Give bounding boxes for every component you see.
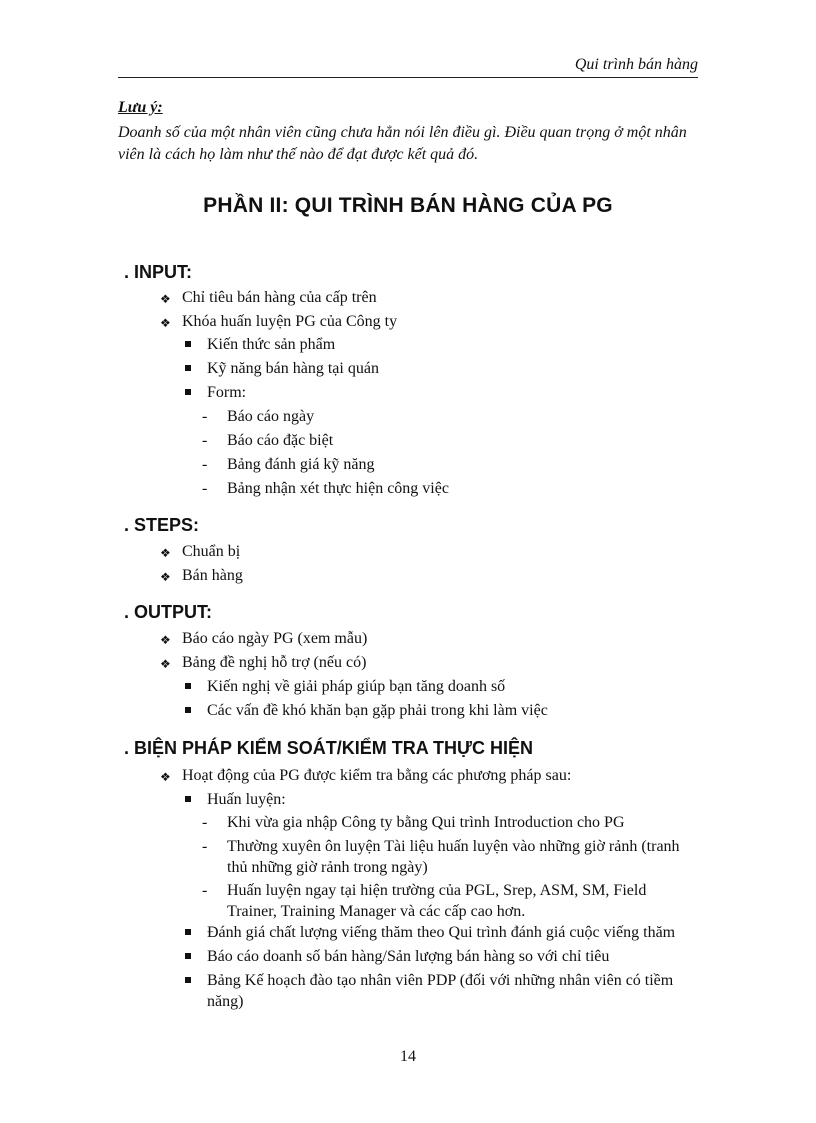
- list-item: Báo cáo đặc biệt: [227, 432, 334, 449]
- square-bullet-icon: [185, 389, 191, 395]
- dash-bullet: -: [202, 480, 208, 497]
- square-bullet-icon: [185, 683, 191, 689]
- header-rule: [118, 77, 698, 78]
- list-item: Khóa huấn luyện PG của Công ty: [182, 313, 398, 330]
- square-bullet-icon: [185, 796, 191, 802]
- square-bullet-icon: [185, 977, 191, 983]
- section-steps-title: . STEPS:: [124, 515, 200, 535]
- dash-bullet: -: [202, 432, 208, 449]
- list-item: Khi vừa gia nhập Công ty bằng Qui trình Introduction cho PG: [227, 814, 625, 831]
- list-item: Đánh giá chất lượng viếng thăm theo Qui trình đánh giá cuộc viếng thăm: [207, 924, 676, 941]
- list-item: Hoạt động của PG được kiểm tra bằng các phương pháp sau:: [182, 767, 572, 784]
- list-item: Bảng nhận xét thực hiện công việc: [227, 480, 449, 497]
- list-item: Báo cáo doanh số bán hàng/Sản lượng bán hàng so với chỉ tiêu: [207, 948, 610, 965]
- dash-bullet: -: [202, 882, 208, 899]
- section-input-title: . INPUT:: [124, 262, 193, 282]
- diamond-bullet-icon: ❖: [160, 570, 171, 584]
- list-item: Chuẩn bị: [182, 543, 241, 560]
- square-bullet-icon: [185, 365, 191, 371]
- list-item: Form:: [207, 384, 247, 401]
- note-text: Doanh số của một nhân viên cũng chưa hẳn nói lên điều gì. Điều quan trọng ở một nhân viên là cách họ làm như thế nào để đạt được kết quả đó.: [118, 124, 687, 163]
- list-item: Báo cáo ngày PG (xem mẫu): [182, 630, 368, 647]
- square-bullet-icon: [185, 929, 191, 935]
- list-item: Kiến thức sản phẩm: [207, 336, 336, 353]
- list-item: Kỹ năng bán hàng tại quán: [207, 360, 379, 377]
- square-bullet-icon: [185, 341, 191, 347]
- square-bullet-icon: [185, 953, 191, 959]
- list-item: Bảng đánh giá kỹ năng: [227, 456, 375, 473]
- list-item: Chỉ tiêu bán hàng của cấp trên: [182, 289, 377, 306]
- list-item: Thường xuyên ôn luyện Tài liệu huấn luyện vào những giờ rảnh (tranh thủ những giờ rảnh trong ngày): [227, 838, 680, 876]
- dash-bullet: -: [202, 408, 208, 425]
- diamond-bullet-icon: ❖: [160, 316, 171, 330]
- list-item: Báo cáo ngày: [227, 408, 315, 425]
- dash-bullet: -: [202, 838, 208, 855]
- diamond-bullet-icon: ❖: [160, 546, 171, 560]
- square-bullet-icon: [185, 707, 191, 713]
- dash-bullet: -: [202, 456, 208, 473]
- page-header-title: Qui trình bán hàng: [574, 56, 698, 73]
- note-label: Lưu ý:: [118, 99, 163, 116]
- diamond-bullet-icon: ❖: [160, 657, 171, 671]
- list-item: Bán hàng: [182, 567, 243, 584]
- list-item: Huấn luyện:: [207, 791, 286, 808]
- section-control-title: . BIỆN PHÁP KIỂM SOÁT/KIỂM TRA THỰC HIỆN: [124, 738, 533, 758]
- diamond-bullet-icon: ❖: [160, 292, 171, 306]
- page-number: 14: [400, 1048, 416, 1065]
- part-title: PHẦN II: QUI TRÌNH BÁN HÀNG CỦA PG: [203, 194, 613, 217]
- section-output-title: . OUTPUT:: [124, 602, 212, 622]
- list-item: Các vấn đề khó khăn bạn gặp phải trong khi làm việc: [207, 702, 548, 719]
- list-item: Bảng đề nghị hỗ trợ (nếu có): [182, 654, 367, 671]
- dash-bullet: -: [202, 814, 208, 831]
- list-item: Kiến nghị về giải pháp giúp bạn tăng doanh số: [207, 678, 506, 695]
- list-item: Bảng Kế hoạch đào tạo nhân viên PDP (đối với những nhân viên có tiềm năng): [207, 972, 674, 1010]
- list-item: Huấn luyện ngay tại hiện trường của PGL, Srep, ASM, SM, Field Trainer, Training Manager và các cấp cao hơn.: [227, 882, 647, 920]
- diamond-bullet-icon: ❖: [160, 633, 171, 647]
- diamond-bullet-icon: ❖: [160, 770, 171, 784]
